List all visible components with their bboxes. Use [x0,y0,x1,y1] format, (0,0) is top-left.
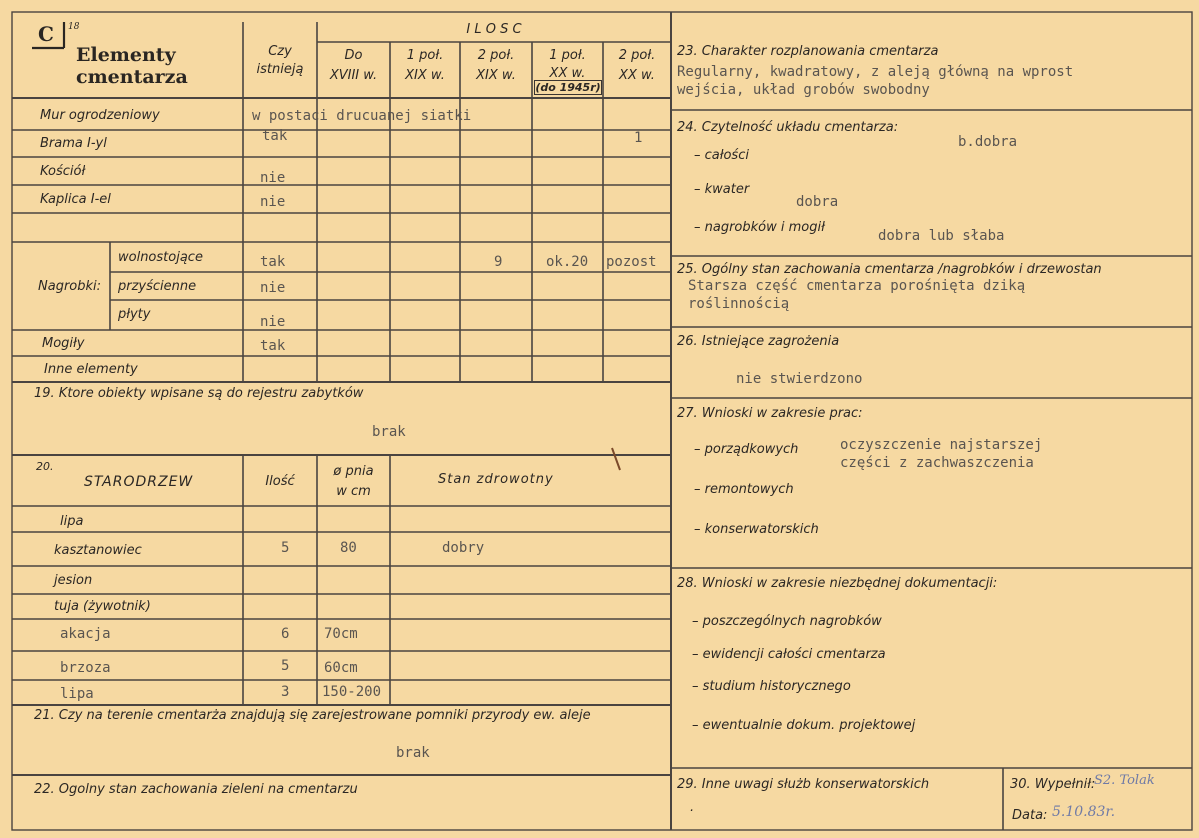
s28-item-d: – ewentualnie dokum. projektowej [692,718,916,733]
col-xx2-l1: 2 poł. [618,48,656,63]
row-kaplica-exists: nie [260,194,286,210]
col-xix2-l2: XIX w. [476,68,516,83]
s25-line2: roślinnością [688,296,790,312]
col-xx1-l2: XX w. [549,66,586,81]
tree-row-name: lipa [60,686,94,702]
s29-dot: . [690,800,695,815]
s30-signature: S2. Tolak [1094,773,1155,788]
s28-item-b: – ewidencji całości cmentarza [692,647,886,662]
col-exists-l1: Czy [268,44,292,59]
s20-header-diam-l1: ø pnia [333,464,374,479]
s24-kwater: – kwater [694,182,750,197]
tree-row-count: 6 [281,626,290,642]
tree-row-diam: 150-200 [322,684,382,700]
tree-row-health: dobry [442,540,485,556]
col-xix1-l2: XIX w. [405,68,445,83]
s25-label: 25. Ogólny stan zachowania cmentarza /nagrobków i drzewostan [677,262,1102,277]
col-xx1-l1: 1 poł. [549,48,586,63]
s23-line1: Regularny, kwadratowy, z aleją główną na wprost [677,64,1074,80]
col-xviii-l1: Do [344,48,363,63]
s20-number: 20. [36,460,54,473]
s20-header-name: STARODRZEW [84,474,194,490]
s23-line2: wejścia, układ grobów swobodny [677,82,930,98]
ilosc-header: I L O S C [466,22,522,37]
tree-row-name: tuja (żywotnik) [54,599,151,614]
s24-calosci: – całości [694,148,749,163]
s20-header-health: Stan zdrowotny [438,472,554,487]
title-line1: Elementy [76,44,176,66]
tree-row-name: brzoza [60,660,111,676]
row-plyty-exists: nie [260,314,286,330]
row-wolno-xx2: pozost [606,254,657,270]
s24-label: 24. Czytelność układu cmentarza: [677,120,899,135]
s24-nagrobkow-value: dobra lub słaba [878,228,1005,244]
tree-row-diam: 70cm [324,626,358,642]
s27-porz-value2: części z zachwaszczenia [840,455,1034,471]
tree-row-name: kasztanowiec [54,543,142,558]
s21-label: 21. Czy na terenie cmentarża znajdują się zarejestrowane pomniki przyrody ew. aleje [34,708,591,723]
col-xviii-l2: XVIII w. [329,68,378,83]
s23-label: 23. Charakter rozplanowania cmentarza [677,44,939,59]
s19-label: 19. Ktore obiekty wpisane są do rejestru zabytków [34,386,364,401]
tree-row-name: lipa [60,514,84,529]
s20-header-count: Ilość [265,474,295,489]
tree-row-diam: 60cm [324,660,358,676]
card-type-badge [28,20,80,54]
row-kosciol-exists: nie [260,170,286,186]
row-brama-xx2: 1 [634,130,643,146]
row-brama-exists: tak [262,128,288,144]
s27-porz: – porządkowych [694,442,799,457]
col-xx2-l2: XX w. [619,68,655,83]
badge-letter: C [38,22,54,46]
row-plyty-label: płyty [118,307,151,322]
tree-row-name: jesion [54,573,93,588]
s27-kons: – konserwatorskich [694,522,819,537]
s26-label: 26. Istniejące zagrożenia [677,334,840,349]
s27-label: 27. Wnioski w zakresie prac: [677,406,863,421]
row-nagrobki-label: Nagrobki: [38,279,102,294]
s28-item-c: – studium historycznego [692,679,851,694]
row-mur-label: Mur ogrodzeniowy [40,108,160,123]
s27-porz-value1: oczyszczenie najstarszej [840,437,1043,453]
col-xix2-l1: 2 poł. [477,48,515,63]
tree-row-count: 3 [281,684,290,700]
title-line2: cmentarza [76,66,188,88]
s22-label: 22. Ogolny stan zachowania zieleni na cmentarzu [34,782,358,797]
tree-row-name: akacja [60,626,111,642]
tree-row-count: 5 [281,540,290,556]
s19-value: brak [372,424,406,440]
s24-kwater-value: dobra [796,194,839,210]
s27-rem: – remontowych [694,482,794,497]
s21-value: brak [396,745,430,761]
row-wolno-label: wolnostojące [118,250,203,265]
s25-line1: Starsza część cmentarza porośnięta dziką [688,278,1026,294]
row-kosciol-label: Kościół [40,164,86,179]
row-przysc-exists: nie [260,280,286,296]
row-inne-label: Inne elementy [44,362,138,377]
badge-number: 18 [68,22,80,32]
s30-date: 5.10.83r. [1052,804,1116,820]
row-mogily-label: Mogiły [42,336,85,351]
s28-label: 28. Wnioski w zakresie niezbędnej dokumentacji: [677,576,998,591]
s28-item-a: – poszczególnych nagrobków [692,614,882,629]
tree-row-count: 5 [281,658,290,674]
row-mur-value: w postaci drucuanej siatki [252,108,472,124]
s24-nagrobkow: – nagrobków i mogił [694,220,825,235]
tree-row-diam: 80 [340,540,357,556]
col-xx1-l3: (do 1945r) [535,81,601,94]
row-wolno-xx1: ok.20 [546,254,589,270]
row-wolno-xix2: 9 [494,254,503,270]
row-wolno-exists: tak [260,254,286,270]
s20-header-diam-l2: w cm [336,484,371,499]
col-xix1-l1: 1 poł. [406,48,444,63]
col-exists-l2: istnieją [256,62,304,77]
row-kaplica-label: Kaplica I-el [40,192,111,207]
s24-calosci-value: b.dobra [958,134,1018,150]
s26-value: nie stwierdzono [736,371,863,387]
row-mogily-exists: tak [260,338,286,354]
row-brama-label: Brama I-yl [40,136,107,151]
row-przysc-label: przyścienne [118,279,197,294]
s30-date-label: Data: [1012,808,1048,823]
s30-label: 30. Wypełnił: [1010,777,1096,792]
s29-label: 29. Inne uwagi służb konserwatorskich [677,777,930,792]
